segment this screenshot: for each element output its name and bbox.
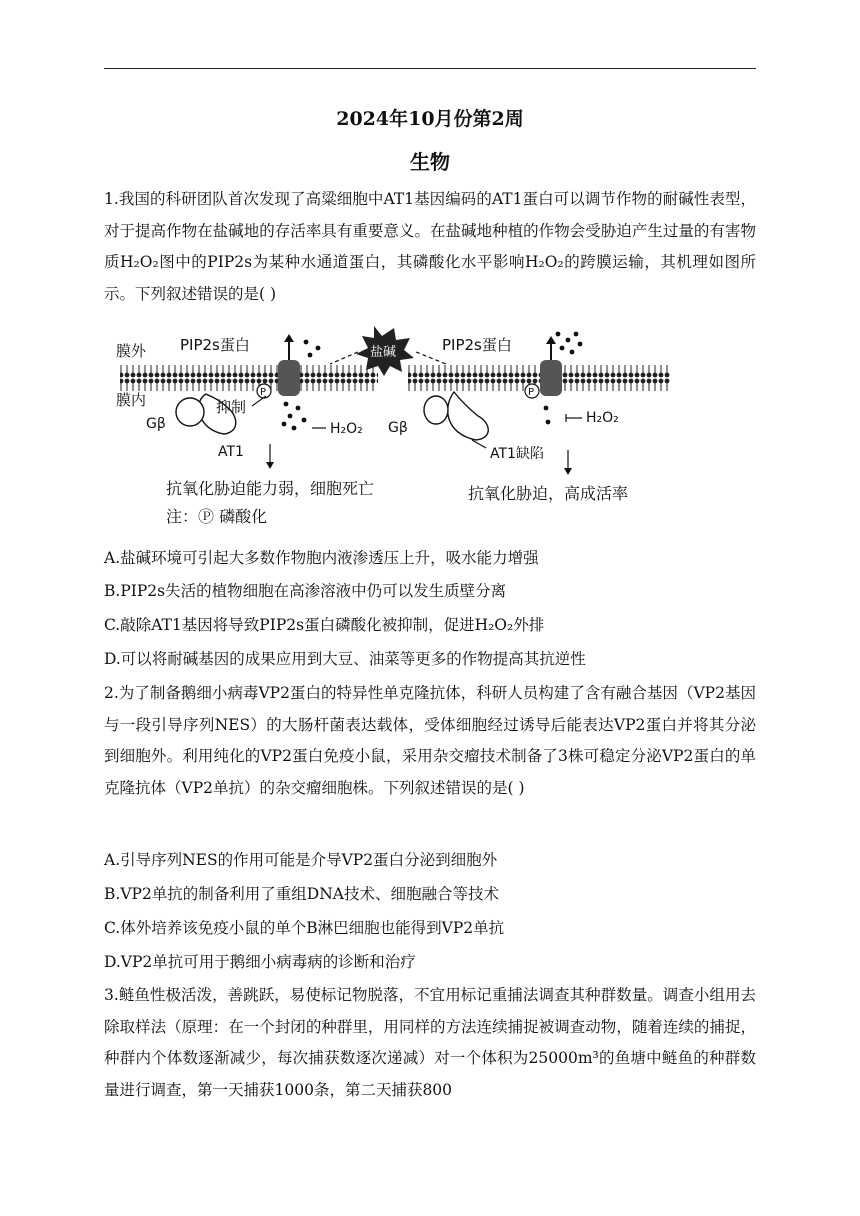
at1-defect-shape — [448, 392, 489, 440]
pip-right-label: PIP2s蛋白 — [442, 336, 512, 354]
question-2-option-c: C.体外培养该免疫小鼠的单个B淋巴细胞也能得到VP2单抗 — [104, 919, 505, 937]
page-title: 2024年10月份第2周 — [336, 108, 524, 130]
question-2-option-a: A.引导序列NES的作用可能是介导VP2蛋白分泌到细胞外 — [104, 851, 498, 869]
g-beta-right-shape — [424, 396, 448, 424]
question-1-option-a: A.盐碱环境可引起大多数作物胞内液渗透压上升，吸水能力增强 — [104, 549, 539, 567]
question-1-stem: 1.我国的科研团队首次发现了高粱细胞中AT1基因编码的AT1蛋白可以调节作物的耐碱性表型，对于提高作物在盐碱地的存活率具有重要意义。在盐碱地种植的作物会受胁迫产生过量的有害物质H₂O₂图中的PIP2s为某种水通道蛋白，其磷酸化水平影响H₂O₂的跨膜运输，其机理如图所示。下列叙述错误的是( ) — [104, 190, 756, 303]
question-1-option-d: D.可以将耐碱基因的成果应用到大豆、油菜等更多的作物提高其抗逆性 — [104, 650, 586, 668]
pip-left-channel — [278, 360, 300, 396]
inhibit-label: 抑制 — [216, 398, 247, 416]
question-1-option-c: C.敲除AT1基因将导致PIP2s蛋白磷酸化被抑制，促进H₂O₂外排 — [104, 616, 545, 634]
result-right-label: 抗氧化胁迫，高成活率 — [468, 484, 629, 503]
at1-label: AT1 — [218, 444, 244, 460]
note-label: 注：Ⓟ 磷酸化 — [166, 507, 268, 526]
question-2-stem: 2.为了制备鹅细小病毒VP2蛋白的特异性单克隆抗体，科研人员构建了含有融合基因（VP2基因与一段引导序列NES）的大肠杆菌表达载体，受体细胞经过诱导后能表达VP2蛋白并将其分泌到细胞外。利用纯化的VP2蛋白免疫小鼠，采用杂交瘤技术制备了3株可稳定分泌VP2蛋白的单克隆抗体（VP2单抗）的杂交瘤细胞株。下列叙述错误的是( ) — [104, 684, 756, 797]
question-1-option-b: B.PIP2s失活的植物细胞在高渗溶液中仍可以发生质壁分离 — [104, 582, 507, 600]
p-mark-left-label: P — [260, 387, 267, 398]
h2o2-right-label: H₂O₂ — [586, 410, 619, 426]
salt-label: 盐碱 — [370, 345, 397, 360]
membrane-diagram — [106, 322, 676, 534]
inside-label: 膜内 — [116, 391, 147, 409]
question-2-option-b: B.VP2单抗的制备利用了重组DNA技术、细胞融合等技术 — [104, 885, 499, 903]
membrane-diagram-svg — [106, 322, 676, 534]
g-beta-left-label: Gβ — [146, 416, 166, 432]
question-3-stem: 3.鲢鱼性极活泼，善跳跃，易使标记物脱落，不宜用标记重捕法调查其种群数量。调查小组用去除取样法（原理：在一个封闭的种群里，用同样的方法连续捕捉被调查动物，随着连续的捕捉，种群内个体数逐渐减少，每次捕获数逐次递减）对一个体积为25000m³的鱼塘中鲢鱼的种群数量进行调查，第一天捕获1000条，第二天捕获800 — [104, 986, 756, 1099]
question-2-option-d: D.VP2单抗可用于鹅细小病毒病的诊断和治疗 — [104, 953, 416, 971]
pip-right-channel — [540, 360, 562, 396]
h2o2-left-label: H₂O₂ — [330, 421, 363, 437]
p-mark-right-label: P — [528, 387, 535, 398]
g-beta-right-label: Gβ — [388, 420, 408, 436]
outside-label: 膜外 — [116, 342, 147, 360]
subject-title: 生物 — [410, 150, 450, 174]
result-left-label: 抗氧化胁迫能力弱，细胞死亡 — [166, 479, 375, 498]
g-beta-left-shape — [176, 398, 204, 426]
at1-defect-label: AT1缺陷 — [490, 446, 544, 462]
header-rule — [104, 68, 756, 69]
pip-left-label: PIP2s蛋白 — [180, 336, 250, 354]
